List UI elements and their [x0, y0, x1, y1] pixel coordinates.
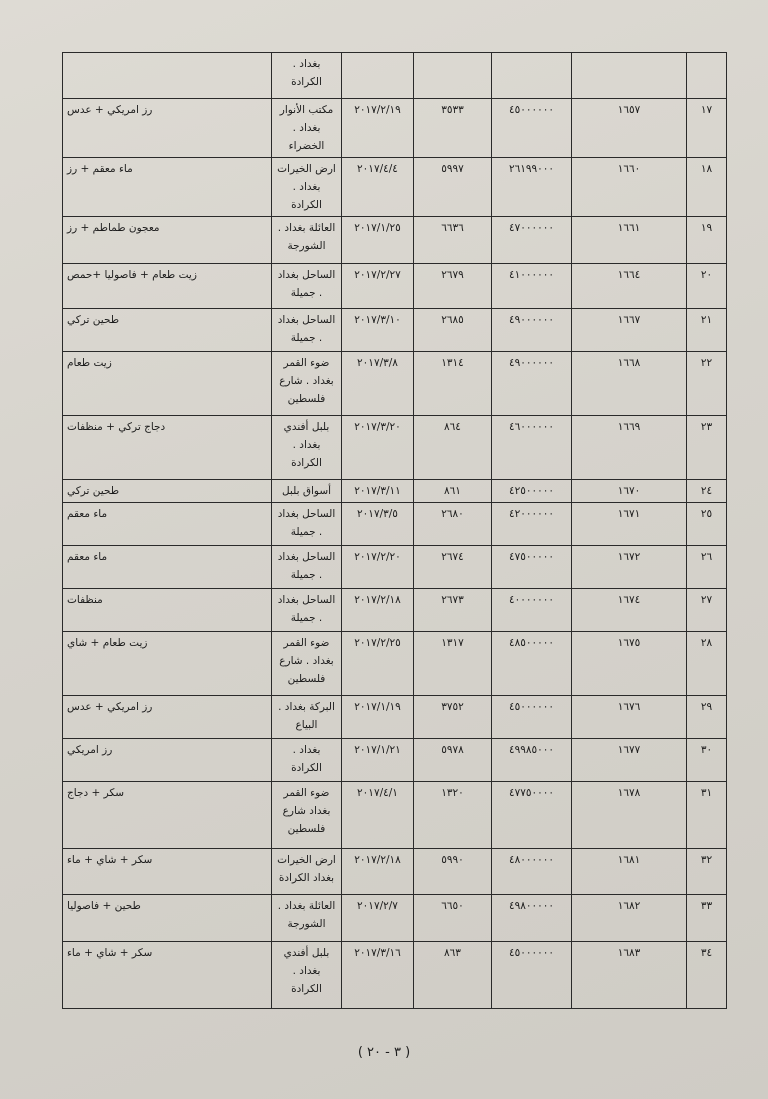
receipt-number-cell — [414, 99, 492, 158]
receipt-number-text: ٦٦٣٦ — [441, 222, 464, 234]
seq-cell — [687, 53, 727, 99]
table-row — [63, 480, 727, 503]
date-cell — [342, 942, 414, 1009]
file-number-cell — [572, 895, 687, 942]
amount-text: ٤٢٥٠٠٠٠٠ — [508, 485, 555, 497]
seq-cell — [687, 99, 727, 158]
seq-text: ٢٧ — [700, 594, 713, 606]
seq-text: ١٨ — [700, 163, 713, 175]
supplier-location-text: الساحل بغداد . جميلة — [277, 594, 336, 624]
date-text: ٢٠١٧/٢/١٩ — [354, 104, 401, 116]
file-number-text: ١٦٧٦ — [617, 701, 641, 713]
amount-text: ٤٧٧٥٠٠٠٠ — [508, 787, 555, 799]
amount-text: ٤٨٠٠٠٠٠٠ — [508, 854, 555, 866]
supplier-location-cell — [272, 782, 342, 849]
items-text: ماء معقم + رز — [67, 163, 133, 175]
amount-cell — [492, 696, 572, 739]
receipt-number-cell — [414, 217, 492, 264]
amount-cell — [492, 942, 572, 1009]
amount-cell — [492, 782, 572, 849]
table-row — [63, 895, 727, 942]
supplier-location-text: العائلة بغداد . الشورجة — [277, 222, 336, 252]
receipt-number-cell — [414, 942, 492, 1009]
seq-cell — [687, 264, 727, 309]
date-text: ٢٠١٧/٢/١٨ — [354, 594, 401, 606]
receipt-number-cell — [414, 696, 492, 739]
supplier-location-cell — [272, 99, 342, 158]
amount-text: ٤٩٨٠٠٠٠٠ — [508, 900, 555, 912]
file-number-text: ١٦٧٢ — [617, 551, 641, 563]
receipt-number-cell — [414, 503, 492, 546]
amount-text: ٤٥٠٠٠٠٠٠ — [508, 701, 555, 713]
file-number-cell — [572, 503, 687, 546]
seq-cell — [687, 589, 727, 632]
seq-cell — [687, 309, 727, 352]
amount-cell — [492, 503, 572, 546]
receipt-number-cell — [414, 416, 492, 480]
items-cell — [63, 99, 272, 158]
file-number-text: ١٦٦٨ — [617, 357, 641, 369]
receipt-number-cell — [414, 739, 492, 782]
amount-cell — [492, 99, 572, 158]
table-row — [63, 158, 727, 217]
supplier-location-text: البركة بغداد . البياع — [278, 701, 335, 731]
items-cell — [63, 309, 272, 352]
file-number-cell — [572, 589, 687, 632]
file-number-text: ١٦٨٢ — [617, 900, 641, 912]
file-number-cell — [572, 99, 687, 158]
amount-cell — [492, 480, 572, 503]
items-cell — [63, 849, 272, 895]
file-number-cell — [572, 782, 687, 849]
items-text: سكر + دجاج — [67, 787, 125, 799]
amount-cell — [492, 309, 572, 352]
file-number-text: ١٦٧٨ — [617, 787, 641, 799]
seq-text: ٢٣ — [700, 421, 713, 433]
receipt-number-cell — [414, 309, 492, 352]
amount-cell — [492, 546, 572, 589]
receipt-number-cell — [414, 849, 492, 895]
amount-cell — [492, 264, 572, 309]
items-cell — [63, 53, 272, 99]
receipt-number-text: ٨٦١ — [444, 485, 461, 497]
supplier-location-text: ضوء القمر بغداد . شارع فلسطين — [279, 357, 334, 405]
date-text: ٢٠١٧/٣/١٦ — [354, 947, 401, 959]
date-cell — [342, 480, 414, 503]
supplier-location-text: أسواق بلبل — [281, 485, 332, 497]
date-cell — [342, 589, 414, 632]
items-text: رز امريكي — [67, 744, 113, 756]
table-row — [63, 217, 727, 264]
amount-cell — [492, 895, 572, 942]
supplier-location-cell — [272, 217, 342, 264]
date-text: ٢٠١٧/٣/٢٠ — [354, 421, 401, 433]
items-text: زيت طعام + شاي — [67, 637, 148, 649]
amount-cell — [492, 352, 572, 416]
amount-text: ٤٩٠٠٠٠٠٠ — [508, 314, 555, 326]
supplier-location-text: بلبل أفندي بغداد . الكرادة — [283, 947, 330, 995]
supplier-location-text: مكتب الأنوار بغداد . الخضراء — [279, 104, 334, 152]
seq-cell — [687, 158, 727, 217]
items-cell — [63, 942, 272, 1009]
amount-text: ٤٩٩٨٥٠٠٠ — [508, 744, 555, 756]
supplier-location-text: ضوء القمر بغداد . شارع فلسطين — [279, 637, 334, 685]
amount-cell — [492, 217, 572, 264]
file-number-text: ١٦٦٩ — [617, 421, 641, 433]
file-number-cell — [572, 849, 687, 895]
supplier-location-text: الساحل بغداد . جميلة — [277, 269, 336, 299]
file-number-text: ١٦٧١ — [617, 508, 641, 520]
seq-text: ١٩ — [700, 222, 713, 234]
table-row — [63, 739, 727, 782]
table-row — [63, 352, 727, 416]
supplier-location-cell — [272, 739, 342, 782]
date-cell — [342, 782, 414, 849]
file-number-text: ١٦٧٧ — [617, 744, 641, 756]
supplier-location-cell — [272, 589, 342, 632]
items-cell — [63, 217, 272, 264]
seq-cell — [687, 480, 727, 503]
receipt-number-text: ١٣١٧ — [441, 637, 464, 649]
items-cell — [63, 480, 272, 503]
table-body — [63, 53, 727, 1009]
supplier-location-cell — [272, 53, 342, 99]
date-text: ٢٠١٧/١/١٩ — [354, 701, 401, 713]
seq-text: ٢٠ — [700, 269, 713, 281]
date-text: ٢٠١٧/٤/٤ — [357, 163, 398, 175]
date-text: ٢٠١٧/٣/١١ — [354, 485, 401, 497]
file-number-text: ١٦٧٥ — [617, 637, 641, 649]
date-cell — [342, 895, 414, 942]
receipt-number-cell — [414, 53, 492, 99]
seq-text: ٢٢ — [700, 357, 713, 369]
file-number-cell — [572, 696, 687, 739]
file-number-cell — [572, 309, 687, 352]
date-cell — [342, 264, 414, 309]
supplier-location-text: بغداد . الكرادة — [291, 58, 322, 88]
date-text: ٢٠١٧/٢/١٨ — [354, 854, 401, 866]
date-text: ٢٠١٧/٢/٢٧ — [354, 269, 401, 281]
table-row — [63, 99, 727, 158]
date-text: ٢٠١٧/٢/٢٠ — [354, 551, 401, 563]
receipt-number-cell — [414, 480, 492, 503]
file-number-text: ١٦٧٤ — [617, 594, 641, 606]
amount-text: ٤٩٠٠٠٠٠٠ — [508, 357, 555, 369]
file-number-cell — [572, 217, 687, 264]
supplier-location-cell — [272, 546, 342, 589]
supplier-location-cell — [272, 480, 342, 503]
items-cell — [63, 632, 272, 696]
items-cell — [63, 739, 272, 782]
items-cell — [63, 589, 272, 632]
supplier-location-cell — [272, 158, 342, 217]
receipt-number-text: ٢٦٧٩ — [441, 269, 464, 281]
table-row — [63, 589, 727, 632]
seq-cell — [687, 942, 727, 1009]
receipt-number-cell — [414, 632, 492, 696]
date-text: ٢٠١٧/١/٢٥ — [354, 222, 401, 234]
receipt-number-cell — [414, 895, 492, 942]
receipt-number-text: ٣٥٣٣ — [441, 104, 464, 116]
supplier-location-cell — [272, 696, 342, 739]
receipt-number-text: ١٣١٤ — [441, 357, 464, 369]
seq-text: ٢٨ — [700, 637, 713, 649]
seq-cell — [687, 739, 727, 782]
table-row — [63, 849, 727, 895]
date-text: ٢٠١٧/١/٢١ — [354, 744, 401, 756]
date-cell — [342, 632, 414, 696]
amount-cell — [492, 158, 572, 217]
date-text: ٢٠١٧/٢/٧ — [357, 900, 398, 912]
supplier-location-text: ارض الخيرات بغداد الكرادة — [277, 854, 336, 884]
file-number-cell — [572, 942, 687, 1009]
items-cell — [63, 782, 272, 849]
items-cell — [63, 696, 272, 739]
receipt-number-cell — [414, 264, 492, 309]
amount-text: ٢٦١٩٩٠٠٠ — [508, 163, 555, 175]
seq-text: ٢٩ — [700, 701, 713, 713]
file-number-text: ١٦٦٠ — [617, 163, 641, 175]
receipt-number-text: ٨٦٤ — [444, 421, 461, 433]
amount-text: ٤١٠٠٠٠٠٠ — [508, 269, 555, 281]
items-text: ماء معقم — [67, 508, 108, 520]
seq-text: ٣٣ — [700, 900, 713, 912]
seq-text: ٣٢ — [700, 854, 713, 866]
items-cell — [63, 264, 272, 309]
seq-cell — [687, 503, 727, 546]
supplier-location-text: الساحل بغداد . جميلة — [277, 551, 336, 581]
seq-text: ٢٥ — [700, 508, 713, 520]
date-cell — [342, 739, 414, 782]
date-cell — [342, 849, 414, 895]
amount-text: ٤٧٥٠٠٠٠٠ — [508, 551, 555, 563]
file-number-text: ١٦٧٠ — [617, 485, 641, 497]
date-text: ٢٠١٧/٣/٨ — [357, 357, 398, 369]
receipt-number-text: ٥٩٩٧ — [441, 163, 464, 175]
seq-cell — [687, 352, 727, 416]
seq-cell — [687, 849, 727, 895]
date-cell — [342, 696, 414, 739]
items-cell — [63, 503, 272, 546]
table-row — [63, 416, 727, 480]
receipt-number-text: ٣٧٥٢ — [441, 701, 464, 713]
receipt-number-text: ١٣٢٠ — [441, 787, 464, 799]
table-row — [63, 696, 727, 739]
items-cell — [63, 895, 272, 942]
amount-text: ٤٥٠٠٠٠٠٠ — [508, 947, 555, 959]
supplier-location-text: الساحل بغداد . جميلة — [277, 508, 336, 538]
page-number: ( ٣ - ٢٠ ) — [357, 1045, 411, 1060]
table-row — [63, 782, 727, 849]
supplier-location-cell — [272, 942, 342, 1009]
file-number-cell — [572, 632, 687, 696]
supplier-location-cell — [272, 849, 342, 895]
date-cell — [342, 99, 414, 158]
supplier-location-cell — [272, 632, 342, 696]
seq-cell — [687, 895, 727, 942]
amount-text: ٤٦٠٠٠٠٠٠ — [508, 421, 555, 433]
supplier-location-text: العائلة بغداد . الشورجة — [277, 900, 336, 930]
date-text: ٢٠١٧/٤/١ — [357, 787, 398, 799]
items-cell — [63, 158, 272, 217]
seq-cell — [687, 416, 727, 480]
amount-cell — [492, 739, 572, 782]
supplier-location-text: بغداد . الكرادة — [291, 744, 322, 774]
date-cell — [342, 158, 414, 217]
items-text: طحين + فاصوليا — [67, 900, 141, 912]
supplier-location-text: ضوء القمر بغداد شارع فلسطين — [282, 787, 331, 835]
date-cell — [342, 503, 414, 546]
amount-cell — [492, 849, 572, 895]
seq-cell — [687, 696, 727, 739]
table-row — [63, 546, 727, 589]
seq-text: ٢٤ — [700, 485, 713, 497]
items-text: سكر + شاي + ماء — [67, 947, 153, 959]
receipt-number-text: ٢٦٧٤ — [441, 551, 464, 563]
file-number-cell — [572, 416, 687, 480]
file-number-text: ١٦٥٧ — [617, 104, 641, 116]
receipt-number-text: ٢٦٨٠ — [441, 508, 464, 520]
items-text: سكر + شاي + ماء — [67, 854, 153, 866]
supplier-location-cell — [272, 264, 342, 309]
table-row — [63, 264, 727, 309]
seq-text: ١٧ — [700, 104, 713, 116]
supplier-location-cell — [272, 309, 342, 352]
supplier-location-cell — [272, 416, 342, 480]
file-number-cell — [572, 352, 687, 416]
receipt-number-text: ٥٩٩٠ — [441, 854, 464, 866]
supplier-location-cell — [272, 352, 342, 416]
receipt-number-text: ٦٦٥٠ — [441, 900, 464, 912]
table-row — [63, 942, 727, 1009]
amount-cell — [492, 53, 572, 99]
seq-cell — [687, 782, 727, 849]
receipt-number-cell — [414, 589, 492, 632]
seq-cell — [687, 632, 727, 696]
amount-text: ٤٢٠٠٠٠٠٠ — [508, 508, 555, 520]
date-cell — [342, 309, 414, 352]
table-row — [63, 309, 727, 352]
receipt-number-text: ٢٦٨٥ — [441, 314, 464, 326]
items-text: دجاج تركي + منظفات — [67, 421, 166, 433]
file-number-cell — [572, 264, 687, 309]
file-number-cell — [572, 158, 687, 217]
seq-text: ٢٦ — [700, 551, 713, 563]
table-row — [63, 632, 727, 696]
date-cell — [342, 416, 414, 480]
items-text: معجون طماطم + رز — [67, 222, 160, 234]
receipt-number-cell — [414, 352, 492, 416]
items-text: طحين تركي — [67, 314, 120, 326]
date-cell — [342, 352, 414, 416]
seq-text: ٣٤ — [700, 947, 713, 959]
items-text: منظفات — [67, 594, 103, 606]
receipt-number-text: ٢٦٧٣ — [441, 594, 464, 606]
date-cell — [342, 53, 414, 99]
amount-cell — [492, 416, 572, 480]
receipt-number-text: ٥٩٧٨ — [441, 744, 464, 756]
file-number-cell — [572, 53, 687, 99]
items-text: رز امريكي + عدس — [67, 701, 153, 713]
date-text: ٢٠١٧/٢/٢٥ — [354, 637, 401, 649]
table-row — [63, 503, 727, 546]
supplier-location-cell — [272, 503, 342, 546]
file-number-text: ١٦٦٧ — [617, 314, 641, 326]
file-number-cell — [572, 546, 687, 589]
seq-text: ٣١ — [700, 787, 713, 799]
supplier-location-cell — [272, 895, 342, 942]
contracts-table — [62, 52, 727, 1009]
date-cell — [342, 546, 414, 589]
items-text: زيت طعام — [67, 357, 112, 369]
seq-cell — [687, 217, 727, 264]
file-number-cell — [572, 480, 687, 503]
supplier-location-text: بلبل أفندي بغداد . الكرادة — [283, 421, 330, 469]
amount-text: ٤٥٠٠٠٠٠٠ — [508, 104, 555, 116]
amount-cell — [492, 632, 572, 696]
amount-text: ٤٧٠٠٠٠٠٠ — [508, 222, 555, 234]
supplier-location-text: ارض الخيرات بغداد . الكرادة — [277, 163, 336, 211]
seq-text: ٢١ — [700, 314, 713, 326]
date-cell — [342, 217, 414, 264]
seq-text: ٣٠ — [700, 744, 713, 756]
table-row — [63, 53, 727, 99]
receipt-number-cell — [414, 158, 492, 217]
date-text: ٢٠١٧/٣/٥ — [357, 508, 398, 520]
items-text: زيت طعام + فاصوليا +حمص — [67, 269, 197, 281]
receipt-number-text: ٨٦٣ — [444, 947, 461, 959]
amount-cell — [492, 589, 572, 632]
receipt-number-cell — [414, 782, 492, 849]
file-number-text: ١٦٨٣ — [617, 947, 641, 959]
amount-text: ٤٠٠٠٠٠٠٠ — [508, 594, 555, 606]
amount-text: ٤٨٥٠٠٠٠٠ — [508, 637, 555, 649]
items-text: طحين تركي — [67, 485, 120, 497]
file-number-text: ١٦٦٤ — [617, 269, 641, 281]
seq-cell — [687, 546, 727, 589]
file-number-text: ١٦٨١ — [617, 854, 641, 866]
items-cell — [63, 352, 272, 416]
items-text: رز امريكي + عدس — [67, 104, 153, 116]
file-number-text: ١٦٦١ — [617, 222, 641, 234]
items-text: ماء معقم — [67, 551, 108, 563]
items-cell — [63, 416, 272, 480]
receipt-number-cell — [414, 546, 492, 589]
supplier-location-text: الساحل بغداد . جميلة — [277, 314, 336, 344]
date-text: ٢٠١٧/٣/١٠ — [354, 314, 401, 326]
file-number-cell — [572, 739, 687, 782]
items-cell — [63, 546, 272, 589]
